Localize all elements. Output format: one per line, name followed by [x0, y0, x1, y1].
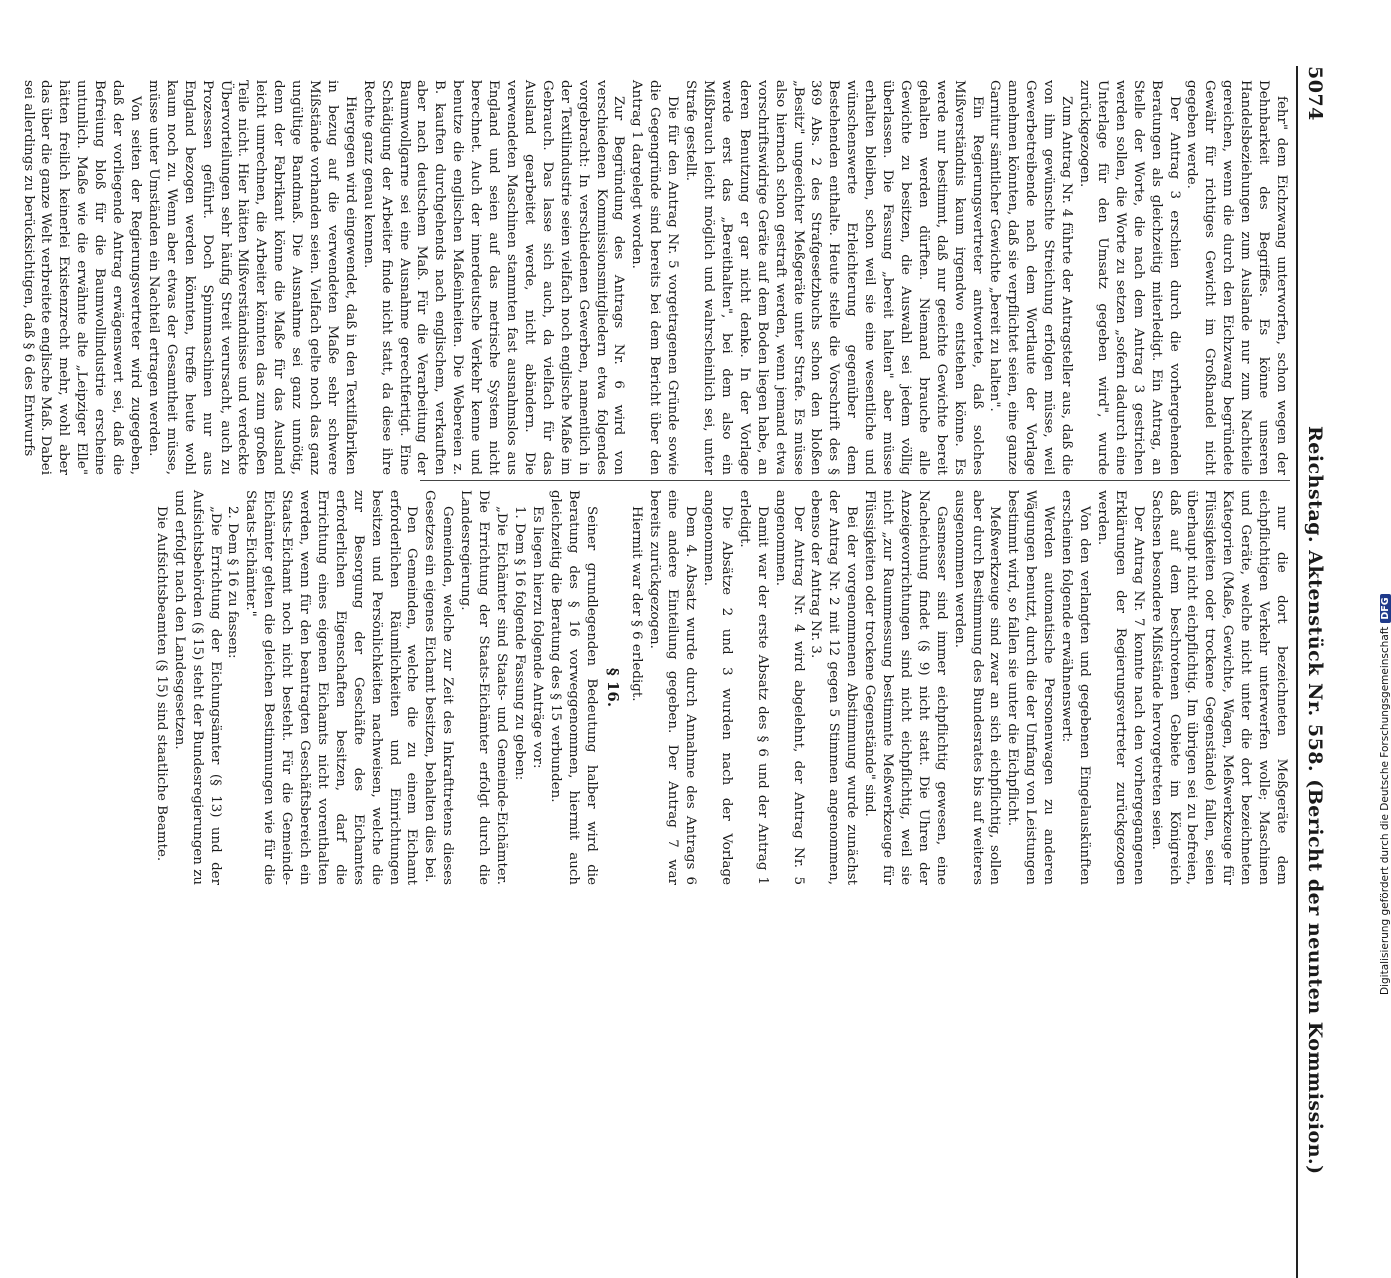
- paragraph: Werden automatische Personenwagen zu anderen Wägungen benutzt, durch die der Umfang von Leistungen bestimmt wird, so fallen sie unter die Eichpflicht.: [1005, 490, 1057, 885]
- paragraph: Hiergegen wird eingewendet, daß in den Textilfabriken in bezug auf die verwendeten Maße sehr schwere Mißstände vorhanden seien. Vielfach gelte noch das ganz ungültige Bandmaß. Die Ausnahme sei ganz unnötig, denn der Fabrikant könne die Maße für das Ausland leicht umrechnen, die Arbeiter könnten das zum großen Teile nicht. Hier hätten Mißverständnisse und verdeckte Übervorteilungen sehr häufig Streit verursacht, auch zu Prozessen geführt. Doch Spinnmaschinen nur aus England bezogen werden könnten, treffe heute wohl kaum noch zu. Wenn aber etwas der Gesamtheit müsse, müsse unter Umständen ein Nachteil ertragen werden.: [145, 80, 358, 475]
- paragraph: Damit war der erste Absatz des § 6 und der Antrag 1 erledigt.: [736, 490, 770, 885]
- paragraph: Hiermit war der § 6 erledigt.: [629, 506, 645, 702]
- paragraph: Der Antrag Nr. 7 konnte nach den vorhergegangenen Erklärungen der Regierungsvertreter zurückgezogen werden.: [1094, 490, 1146, 885]
- header-rule: [1296, 66, 1298, 1278]
- paragraph: Die für den Antrag Nr. 5 vorgetragenen Gründe sowie die Gegengründe sind bereits bei dem Bericht über den Antrag 1 dargelegt worden.: [629, 80, 681, 475]
- paragraph: „Die Errichtung der Eichungsämter (§ 13) und der Aufsichtsbehörden (§ 15) steht der Bundesregierungen zu und erfolgt nach den Landesgesetzen.: [171, 490, 223, 885]
- paragraph: Die Aufsichtsbeamten (§ 15) sind staatliche Beamte.: [153, 506, 169, 862]
- paragraph: Von seiten der Regierungsvertreter wird zugegeben, daß der vorliegende Antrag erwägenswert sei, daß die Befreiung bloß für die Baumwollindustrie erscheine untunlich. Maße wie die erwähnte alte „Leipziger Elle" hätten freilich keinerlei Existenzrecht mehr, wohl aber das über die ganze Welt verbreitete englische Maß. Dabei sei allerdings zu berücksichtigen, daß § 6 des Entwurfs: [20, 80, 143, 475]
- paragraph: Der Antrag 3 erschien durch die vorhergehenden Beratungen als gleichzeitig miterledigt. Ein Antrag, an Stelle der Worte, die nach dem Antrag 3 gestrichen werden sollen, die Worte zu setzen „sofern dadurch eine Unterlage für den Umsatz gegeben wird", wurde zurückgezogen.: [1077, 80, 1182, 475]
- paragraph: Dem 4. Absatz wurde durch Annahme des Antrags 6 eine andere Einteilung gegeben. Der Antrag 7 war bereits zurückgezogen.: [647, 490, 699, 885]
- right-column: [152, 490, 1290, 885]
- paragraph: Gemeinden, welche zur Zeit des Inkrafttretens dieses Gesetzes ein eigenes Eichamt besitzen, behalten dies bei.: [422, 490, 456, 885]
- paragraph: Ein Regierungsvertreter antwortete, daß solches Mißverständnis kaum irgendwo entstehen könne. Es werde nur bestimmt, daß nur geeichte Gewichte bereit gehalten werden dürften. Niemand brauche alle Gewichte zu besitzen, die Auswahl sei jedem völlig überlassen. Die Fassung „bereit halten" aber müsse erhalten bleiben, schon weil sie eine wesentliche und wünschenswerte Erleichterung gegenüber dem Bestehenden enthalte. Heute stelle die Vorschrift des § 369 Abs. 2 des Strafgesetzbuchs schon den bloßen „Besitz" ungeeichter Meßgeräte unter Strafe. Es müsse also hiernach schon gestraft werden, wenn jemand etwa vorschriftswidrige Geräte auf dem Boden liegen habe, an deren Benutzung er gar nicht denke. In der Vorlage werde erst das „Bereithalten", bei dem also ein Mißbrauch leicht möglich und wahrscheinlich sei, unter Strafe gestellt.: [683, 80, 985, 475]
- section-heading: § 16.: [604, 667, 623, 708]
- paragraph: Gasmesser sind immer eichpflichtig gewesen, eine Nacheichung findet (§ 9) nicht statt. Die Uhren der Anzeigevorrichtungen sind nicht eichpflichtig, weil sie nicht „zur Raummessung bestimmte Meßwerkzeuge für Flüssigkeiten oder trockene Gegenstände" sind.: [862, 490, 949, 885]
- page-number: 5074: [1304, 66, 1326, 121]
- running-title: Reichstag. Aktenstück Nr. 558. (Bericht der neunten Kommission.): [1304, 426, 1326, 1175]
- paragraph: Es liegen hierzu folgende Anträge vor:: [529, 506, 545, 769]
- paragraph: Die Absätze 2 und 3 wurden nach der Vorlage angenommen.: [701, 490, 734, 885]
- paragraph: fehr" dem Eichzwang unterworfen, schon wegen der Dehnbarkeit des Begriffes. Es könne unseren Handelsbeziehungen zum Auslande nur zum Nachteile gereichen, wenn die durch den Eichzwang begründete Gewähr für richtiges Gewicht im Großhandel nicht gegeben werde.: [1184, 80, 1289, 475]
- paragraph: Den Gemeinden, welche die zu einem Eichamt erforderlichen Räumlichkeiten und Einrichtungen besitzen und Persönlichkeiten nachweisen, welche die zur Besorgung der Geschäfte des Eichamtes erforderlichen Eigenschaften besitzen, darf die Errichtung eines eigenen Eichamts nicht vorenthalten werden, wenn für den beantragten Geschäftsbereich ein Staats-Eichamt noch nicht besteht. Für die Gemeinde-Eichämter gelten die gleichen Bestimmungen wie für die Staats-Eichämter.": [243, 490, 420, 885]
- left-column: [19, 80, 1290, 475]
- scanned-page: [20, 0, 1350, 1175]
- column-divider: [420, 480, 1290, 481]
- paragraph: Zur Begründung des Antrags Nr. 6 wird von verschiedenen Kommissionsmitgliedern etwa folgendes vorgebracht: In verschiedenen Gewerben, namentlich in der Textilindustrie seien vielfach noch englische Maße im Gebrauch. Das lasse sich auch, da vielfach für das Ausland gearbeitet werde, nicht abändern. Die verwendeten Maschinen stammten fast ausnahmslos aus England und seien auf das metrische System nicht berechnet. Auch der innerdeutsche Verkehr kenne und benutze die englischen Maßeinheiten. Die Webereien z. B. kauften durchgehends nach englischem, verkauften aber nach deutschem Maß. Für die Verarbeitung der Baumwollgarne sei eine Ausnahme gerechtfertigt. Eine Schädigung der Arbeiter finde nicht statt, da diese ihre Rechte ganz genau kennen.: [360, 80, 627, 475]
- paragraph: Der Antrag Nr. 4 wird abgelehnt, der Antrag Nr. 5 angenommen.: [772, 490, 806, 885]
- page-header: [1298, 66, 1332, 1278]
- imprint-text: Digitalisierung gefördert durch die Deutsche Forschungsgemeinschaft: [1379, 626, 1391, 995]
- paragraph: „Die Eichämter sind Staats- und Gemeinde-Eichämter. Die Errichtung der Staats-Eichämter erfolgt durch die Landesregierung.: [458, 490, 510, 885]
- paragraph: Zum Antrag Nr. 4 führte der Antragsteller aus, daß die von ihm gewünschte Streichung erfolgen müsse, weil Gewerbetreibende nach dem Wortlaute der Vorlage annehmen könnten, daß sie verpflichtet seien, eine ganze Garnitur sämtlicher Gewichte „bereit zu halten".: [987, 80, 1075, 475]
- paragraph: Seiner grundlegenden Bedeutung halber wird die Beratung des § 16 vorweggenommen, hiermit auch gleichzeitig die Beratung des § 15 verbunden.: [547, 490, 599, 885]
- paragraph: Meßwerkzeuge sind zwar an sich eichpflichtig, sollen aber durch Bestimmung des Bundesrates bis auf weiteres ausgenommen werden.: [951, 490, 1003, 885]
- paragraph: Von den verlangten und gegebenen Eingelauskünften erscheinen folgende erwähnenswert:: [1059, 490, 1093, 885]
- dfg-logo: DFG: [1380, 594, 1391, 622]
- paragraph: 2. Dem § 16 zu fassen:: [225, 506, 241, 659]
- paragraph: Bei der vorgenommenen Abstimmung wurde zunächst der Antrag Nr. 2 mit 12 gegen 5 Stimmen angenommen, ebenso der Antrag Nr. 3.: [808, 490, 860, 885]
- paragraph: 1. Dem § 16 folgende Fassung zu geben:: [511, 506, 527, 781]
- paragraph: nur die dort bezeichneten Meßgeräte dem eichpflichtigen Verkehr unterwerfen wolle; Maschinen und Geräte, welche nicht unter die dort bezeichneten Kategorien (Maße, Gewichte, Wagen, Meßwerkzeuge für Flüssigkeiten oder trockene Gegenstände) fallen, seien überhaupt nicht eichpflichtig. Im übrigen sei zu befreien, daß auf dem beschrotenen Gebiete im Königreich Sachsen besondere Mißstände hervorgetreten seien.: [1148, 490, 1289, 885]
- digitization-imprint: [1379, 594, 1391, 995]
